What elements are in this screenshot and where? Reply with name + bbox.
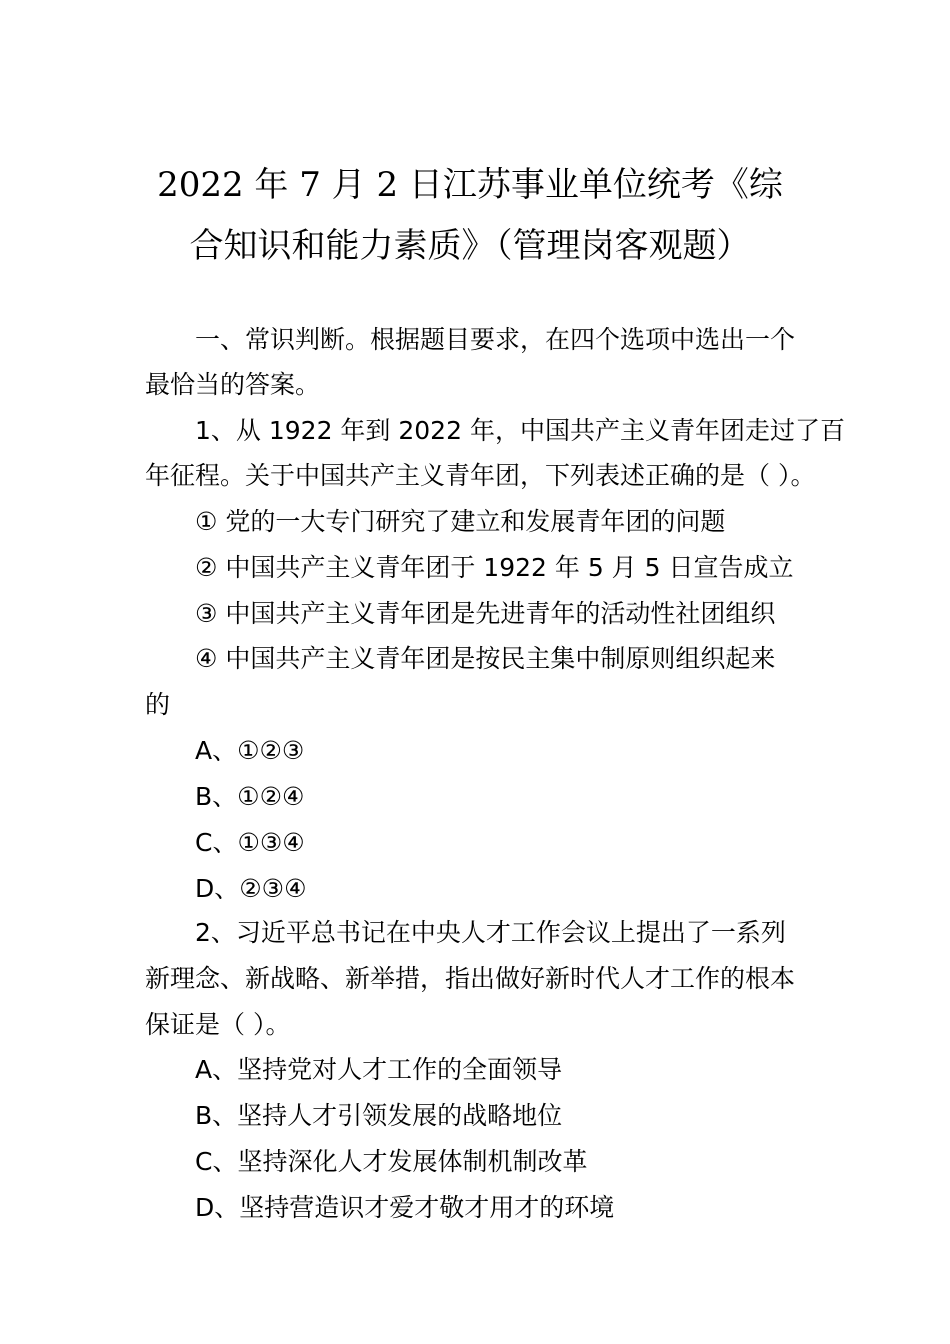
question-1-stem-continued: 年征程。关于中国共产主义青年团，下列表述正确的是（ ）。 <box>145 461 816 490</box>
question-1-statement-4: ④ 中国共产主义青年团是按民主集中制原则组织起来 <box>195 644 776 673</box>
question-1-option-a: A、①②③ <box>195 736 305 765</box>
document-title-line-1: 2022 年 7 月 2 日江苏事业单位统考《综 <box>157 165 783 205</box>
document-title-line-2: 合知识和能力素质》（管理岗客观题） <box>189 226 751 266</box>
question-2-option-b: B、坚持人才引领发展的战略地位 <box>195 1101 563 1130</box>
question-2-stem-continued: 新理念、新战略、新举措，指出做好新时代人才工作的根本 <box>145 964 796 993</box>
question-1-option-d: D、②③④ <box>195 874 307 903</box>
question-1-statement-4-continued: 的 <box>145 690 171 719</box>
question-2-option-d: D、坚持营造识才爱才敬才用才的环境 <box>195 1193 615 1222</box>
question-2-option-a: A、坚持党对人才工作的全面领导 <box>195 1055 563 1084</box>
question-1-statement-1: ① 党的一大专门研究了建立和发展青年团的问题 <box>195 507 726 536</box>
question-1-option-b: B、①②④ <box>195 782 305 811</box>
section-intro: 一、常识判断。根据题目要求，在四个选项中选出一个 <box>195 325 796 354</box>
question-1-stem: 1、从 1922 年到 2022 年，中国共产主义青年团走过了百 <box>195 416 845 445</box>
section-intro-continued: 最恰当的答案。 <box>145 370 321 399</box>
question-1-option-c: C、①③④ <box>195 828 305 857</box>
question-2-option-c: C、坚持深化人才发展体制机制改革 <box>195 1147 588 1176</box>
question-1-statement-2: ② 中国共产主义青年团于 1922 年 5 月 5 日宣告成立 <box>195 553 794 582</box>
question-1-statement-3: ③ 中国共产主义青年团是先进青年的活动性社团组织 <box>195 599 776 628</box>
question-2-stem-continued-2: 保证是（ ）。 <box>145 1010 291 1039</box>
question-2-stem: 2、习近平总书记在中央人才工作会议上提出了一系列 <box>195 918 786 947</box>
